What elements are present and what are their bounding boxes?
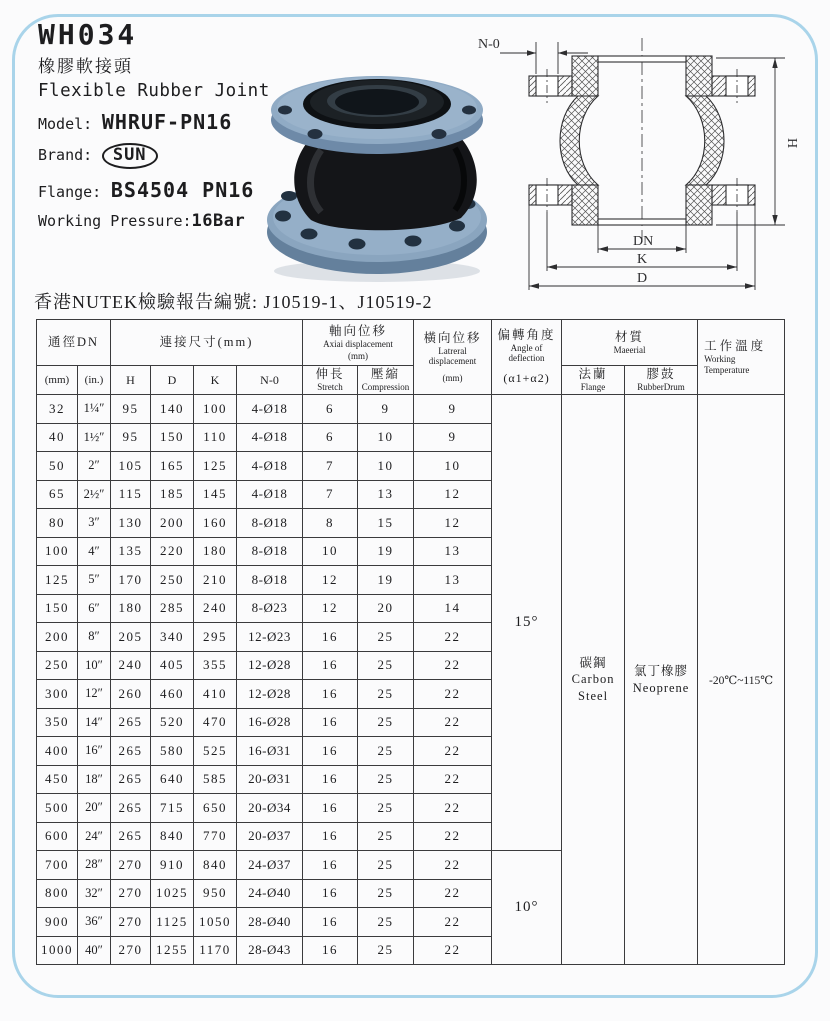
cell-h: 205 [111, 623, 151, 652]
cell-lateral: 22 [414, 680, 492, 709]
cell-n0: 16-Ø31 [237, 737, 303, 766]
cell-lateral: 22 [414, 623, 492, 652]
cell-d: 1025 [151, 879, 194, 908]
header-working-temperature: 工作溫度 Working Temperature [698, 320, 785, 395]
cell-n0: 4-Ø18 [237, 395, 303, 424]
section-drawing [470, 26, 805, 302]
cell-d: 250 [151, 566, 194, 595]
product-code: WH034 [38, 18, 138, 51]
cell-n0: 12-Ø28 [237, 680, 303, 709]
flange-value: BS4504 PN16 [110, 178, 255, 203]
cell-lateral: 13 [414, 537, 492, 566]
pressure-line [38, 211, 270, 231]
cell-lateral: 22 [414, 908, 492, 937]
cell-h: 105 [111, 452, 151, 481]
cell-lateral: 22 [414, 879, 492, 908]
spec-row [37, 395, 785, 424]
cell-compression: 25 [358, 651, 414, 680]
flange-label: Flange: [38, 183, 102, 202]
cell-dn-in: 10″ [78, 651, 111, 680]
cell-dn-in: 14″ [78, 708, 111, 737]
cell-k: 1050 [194, 908, 237, 937]
cell-n0: 16-Ø28 [237, 708, 303, 737]
spec-table-body [37, 395, 785, 965]
cell-stretch: 16 [303, 651, 358, 680]
cell-stretch: 16 [303, 708, 358, 737]
cell-lateral: 22 [414, 651, 492, 680]
cell-n0: 8-Ø23 [237, 594, 303, 623]
cell-dn-mm: 125 [37, 566, 78, 595]
product-name-en: Flexible Rubber Joint [38, 81, 270, 102]
cell-lateral: 22 [414, 708, 492, 737]
cell-stretch: 16 [303, 822, 358, 851]
cell-n0: 20-Ø31 [237, 765, 303, 794]
cell-n0: 12-Ø23 [237, 623, 303, 652]
header-dn-group: 通徑DN [37, 320, 111, 366]
cell-compression: 25 [358, 623, 414, 652]
cell-dn-in: 28″ [78, 851, 111, 880]
header-lateral-displacement: 橫向位移 Latreral displacement (mm) [414, 320, 492, 395]
cell-stretch: 16 [303, 794, 358, 823]
cell-compression: 25 [358, 708, 414, 737]
cell-h: 260 [111, 680, 151, 709]
cell-k: 295 [194, 623, 237, 652]
cell-compression: 25 [358, 936, 414, 965]
title-block [38, 20, 270, 231]
cell-k: 950 [194, 879, 237, 908]
cell-k: 210 [194, 566, 237, 595]
cell-dn-in: 36″ [78, 908, 111, 937]
cell-k: 470 [194, 708, 237, 737]
header-dn-mm: (mm) [37, 366, 78, 395]
cell-dn-in: 2″ [78, 452, 111, 481]
model-value: WHRUF-PN16 [101, 110, 233, 135]
cell-compression: 25 [358, 908, 414, 937]
cell-stretch: 12 [303, 566, 358, 595]
label-dn: DN [633, 234, 654, 249]
cell-compression: 10 [358, 452, 414, 481]
cell-k: 240 [194, 594, 237, 623]
cell-k: 650 [194, 794, 237, 823]
cell-dn-mm: 450 [37, 765, 78, 794]
cell-k: 145 [194, 480, 237, 509]
cell-d: 165 [151, 452, 194, 481]
cell-stretch: 10 [303, 537, 358, 566]
cell-n0: 4-Ø18 [237, 423, 303, 452]
header-compression: 壓縮 Compression [358, 366, 414, 395]
model-label: Model: [38, 115, 93, 134]
cell-compression: 25 [358, 794, 414, 823]
brand-label: Brand: [38, 146, 93, 165]
cell-h: 130 [111, 509, 151, 538]
cell-h: 95 [111, 395, 151, 424]
cell-k: 100 [194, 395, 237, 424]
cell-n0: 8-Ø18 [237, 537, 303, 566]
cell-stretch: 6 [303, 423, 358, 452]
cell-n0: 4-Ø18 [237, 452, 303, 481]
cell-d: 405 [151, 651, 194, 680]
cell-k: 355 [194, 651, 237, 680]
cell-dn-mm: 40 [37, 423, 78, 452]
product-photo [259, 56, 493, 292]
header-flange-material: 法蘭 Flange [562, 366, 625, 395]
header-axial-displacement: 軸向位移 Axiai displacement (mm) [303, 320, 414, 366]
cell-k: 840 [194, 851, 237, 880]
header-dn-in: (in.) [78, 366, 111, 395]
cell-h: 115 [111, 480, 151, 509]
cell-compression: 19 [358, 537, 414, 566]
cell-working-temperature: -20℃~115℃ [698, 395, 785, 965]
cell-dn-in: 20″ [78, 794, 111, 823]
cell-stretch: 6 [303, 395, 358, 424]
cell-stretch: 16 [303, 879, 358, 908]
cell-d: 220 [151, 537, 194, 566]
cell-n0: 28-Ø43 [237, 936, 303, 965]
cell-lateral: 22 [414, 737, 492, 766]
cell-d: 200 [151, 509, 194, 538]
pressure-value: 16Bar [191, 211, 246, 232]
cell-lateral: 22 [414, 851, 492, 880]
cell-n0: 4-Ø18 [237, 480, 303, 509]
cell-dn-in: 40″ [78, 936, 111, 965]
cell-dn-in: 3″ [78, 509, 111, 538]
cell-h: 180 [111, 594, 151, 623]
cell-d: 140 [151, 395, 194, 424]
cell-dn-in: 32″ [78, 879, 111, 908]
cell-n0: 24-Ø37 [237, 851, 303, 880]
cell-d: 580 [151, 737, 194, 766]
cell-h: 265 [111, 794, 151, 823]
cell-d: 1255 [151, 936, 194, 965]
cell-k: 160 [194, 509, 237, 538]
cell-dn-mm: 65 [37, 480, 78, 509]
cell-stretch: 16 [303, 737, 358, 766]
cell-dn-in: 16″ [78, 737, 111, 766]
product-name-cn: 橡膠軟接頭 [38, 57, 133, 78]
cell-lateral: 13 [414, 566, 492, 595]
cell-stretch: 7 [303, 480, 358, 509]
cell-dn-in: 18″ [78, 765, 111, 794]
cell-compression: 15 [358, 509, 414, 538]
technical-drawing [470, 26, 805, 298]
cell-lateral: 22 [414, 936, 492, 965]
cell-stretch: 8 [303, 509, 358, 538]
cell-dn-mm: 200 [37, 623, 78, 652]
cell-dn-in: 6″ [78, 594, 111, 623]
cell-d: 460 [151, 680, 194, 709]
cell-lateral: 12 [414, 509, 492, 538]
cell-k: 180 [194, 537, 237, 566]
cell-n0: 20-Ø37 [237, 822, 303, 851]
header-material-group: 材質 Maeerial [562, 320, 698, 366]
brand-line [38, 143, 270, 169]
rubber-joint-photo [259, 56, 493, 288]
cell-h: 265 [111, 737, 151, 766]
cell-material-drum: 氯丁橡膠 Neoprene [625, 395, 698, 965]
cell-h: 135 [111, 537, 151, 566]
cell-d: 715 [151, 794, 194, 823]
cell-angle-of-deflection: 15° [492, 395, 562, 851]
cell-stretch: 7 [303, 452, 358, 481]
cell-lateral: 22 [414, 822, 492, 851]
cell-material-flange: 碳鋼 Carbon Steel [562, 395, 625, 965]
cell-h: 270 [111, 851, 151, 880]
cell-h: 95 [111, 423, 151, 452]
cell-lateral: 12 [414, 480, 492, 509]
header-col-h: H [111, 366, 151, 395]
cell-compression: 25 [358, 737, 414, 766]
cell-k: 110 [194, 423, 237, 452]
cell-lateral: 22 [414, 794, 492, 823]
cell-k: 125 [194, 452, 237, 481]
cell-dn-in: 1½″ [78, 423, 111, 452]
cell-compression: 25 [358, 822, 414, 851]
cell-k: 585 [194, 765, 237, 794]
header-rubber-drum: 膠鼓 RubberDrum [625, 366, 698, 395]
inspection-report-line: 香港NUTEK檢驗報告編號: J10519-1、J10519-2 [34, 292, 433, 312]
cell-h: 170 [111, 566, 151, 595]
top-flange [271, 76, 483, 154]
cell-dn-mm: 32 [37, 395, 78, 424]
cell-k: 525 [194, 737, 237, 766]
cell-h: 270 [111, 936, 151, 965]
cell-dn-in: 8″ [78, 623, 111, 652]
cell-h: 265 [111, 765, 151, 794]
cell-stretch: 16 [303, 765, 358, 794]
cell-n0: 24-Ø40 [237, 879, 303, 908]
cell-compression: 25 [358, 680, 414, 709]
cell-dn-in: 2½″ [78, 480, 111, 509]
cell-compression: 19 [358, 566, 414, 595]
cell-h: 270 [111, 879, 151, 908]
cell-stretch: 16 [303, 908, 358, 937]
header-angle-of-deflection: 偏轉角度 Angle of deflection (α1+α2) [492, 320, 562, 395]
cell-d: 185 [151, 480, 194, 509]
cell-lateral: 10 [414, 452, 492, 481]
header-dims-group: 連接尺寸(mm) [111, 320, 303, 366]
cell-compression: 9 [358, 395, 414, 424]
cell-n0: 20-Ø34 [237, 794, 303, 823]
cell-lateral: 9 [414, 423, 492, 452]
cell-dn-in: 4″ [78, 537, 111, 566]
header-col-n0: N-0 [237, 366, 303, 395]
cell-d: 840 [151, 822, 194, 851]
cell-d: 340 [151, 623, 194, 652]
cell-dn-mm: 1000 [37, 936, 78, 965]
cell-lateral: 9 [414, 395, 492, 424]
cell-stretch: 16 [303, 851, 358, 880]
cell-lateral: 22 [414, 765, 492, 794]
cell-dn-mm: 700 [37, 851, 78, 880]
cell-d: 910 [151, 851, 194, 880]
cell-k: 410 [194, 680, 237, 709]
cell-compression: 25 [358, 851, 414, 880]
flange-line [38, 178, 270, 202]
cell-angle-of-deflection: 10° [492, 851, 562, 965]
cell-h: 265 [111, 822, 151, 851]
pressure-label: Working Pressure: [38, 212, 192, 231]
cell-dn-mm: 100 [37, 537, 78, 566]
cell-stretch: 16 [303, 623, 358, 652]
cell-d: 640 [151, 765, 194, 794]
cell-dn-mm: 900 [37, 908, 78, 937]
cell-compression: 10 [358, 423, 414, 452]
header-stretch: 伸長 Stretch [303, 366, 358, 395]
model-line [38, 110, 270, 134]
cell-n0: 8-Ø18 [237, 566, 303, 595]
cell-stretch: 16 [303, 936, 358, 965]
spec-table [36, 319, 785, 965]
cell-dn-mm: 300 [37, 680, 78, 709]
cell-stretch: 12 [303, 594, 358, 623]
cell-n0: 12-Ø28 [237, 651, 303, 680]
cell-lateral: 14 [414, 594, 492, 623]
cell-dn-in: 12″ [78, 680, 111, 709]
cell-k: 1170 [194, 936, 237, 965]
cell-compression: 13 [358, 480, 414, 509]
cell-n0: 28-Ø40 [237, 908, 303, 937]
cell-h: 240 [111, 651, 151, 680]
cell-stretch: 16 [303, 680, 358, 709]
label-h: H [784, 138, 799, 149]
cell-dn-in: 1¼″ [78, 395, 111, 424]
cell-dn-mm: 500 [37, 794, 78, 823]
cell-h: 270 [111, 908, 151, 937]
cell-d: 1125 [151, 908, 194, 937]
cell-k: 770 [194, 822, 237, 851]
cell-compression: 20 [358, 594, 414, 623]
cell-dn-mm: 600 [37, 822, 78, 851]
cell-dn-mm: 80 [37, 509, 78, 538]
label-d: D [637, 271, 648, 286]
header-col-d: D [151, 366, 194, 395]
cell-dn-mm: 400 [37, 737, 78, 766]
brand-logo: SUN [102, 143, 158, 169]
cell-h: 265 [111, 708, 151, 737]
cell-dn-in: 5″ [78, 566, 111, 595]
cell-dn-mm: 50 [37, 452, 78, 481]
header-col-k: K [194, 366, 237, 395]
cell-d: 520 [151, 708, 194, 737]
label-k: K [637, 252, 648, 267]
cell-dn-mm: 250 [37, 651, 78, 680]
cell-compression: 25 [358, 765, 414, 794]
cell-n0: 8-Ø18 [237, 509, 303, 538]
cell-compression: 25 [358, 879, 414, 908]
cell-d: 285 [151, 594, 194, 623]
cell-dn-mm: 350 [37, 708, 78, 737]
cell-d: 150 [151, 423, 194, 452]
cell-dn-mm: 800 [37, 879, 78, 908]
label-n0: N-0 [478, 37, 500, 52]
cell-dn-mm: 150 [37, 594, 78, 623]
cell-dn-in: 24″ [78, 822, 111, 851]
